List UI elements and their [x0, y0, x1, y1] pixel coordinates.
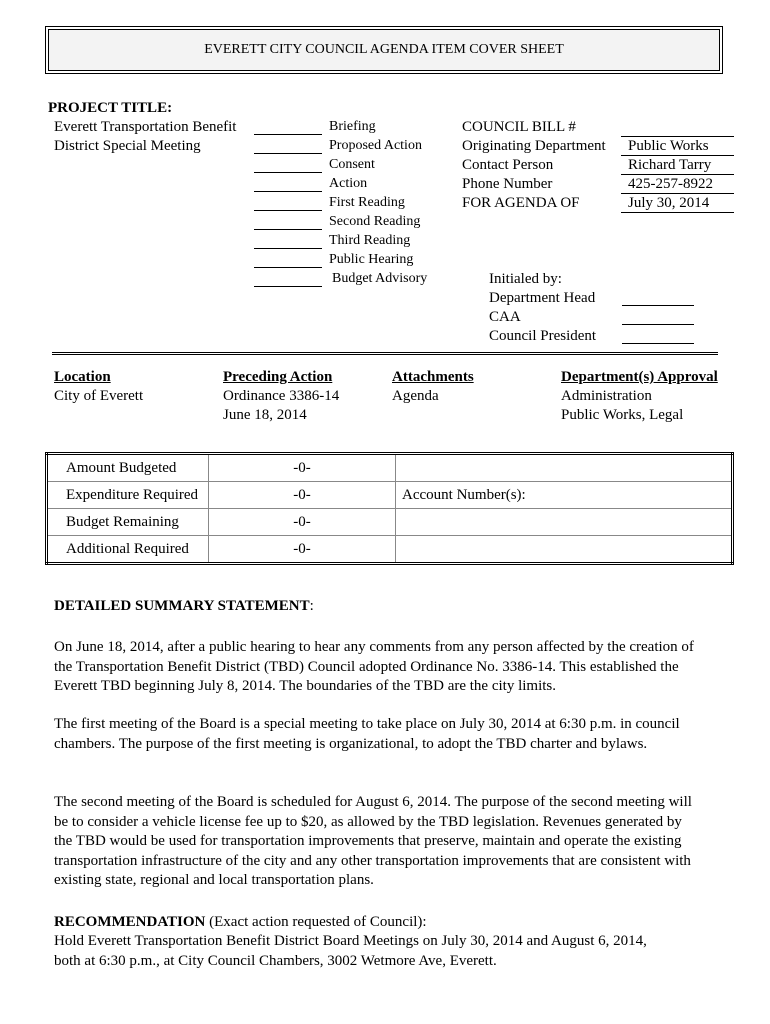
preceding-action-column	[223, 368, 339, 425]
department-approval-heading: Department(s) Approval	[561, 369, 718, 385]
agenda-date-value[interactable]: July 30, 2014	[628, 195, 710, 211]
attachments-column	[392, 368, 474, 406]
attachments-heading: Attachments	[392, 369, 474, 385]
location-column	[54, 368, 143, 406]
section-divider	[52, 352, 718, 355]
cover-sheet-title: EVERETT CITY COUNCIL AGENDA ITEM COVER SHEET	[48, 29, 720, 71]
bill-underline	[621, 193, 734, 194]
budget-value: -0-	[209, 536, 396, 564]
initial-label: CAA	[489, 309, 521, 325]
bill-underline	[621, 212, 734, 213]
checklist-item: Third Reading	[329, 233, 411, 248]
summary-heading-colon: :	[309, 598, 314, 614]
preceding-action-value: Ordinance 3386-14	[223, 388, 340, 404]
department-approval-column	[561, 368, 718, 425]
checklist-item: Proposed Action	[329, 138, 422, 153]
bill-underline	[621, 136, 734, 137]
checklist-blank[interactable]	[254, 267, 322, 268]
initial-label: Council President	[489, 328, 597, 344]
checklist-labels	[329, 117, 427, 288]
location-value: City of Everett	[54, 388, 144, 404]
bill-underline	[621, 174, 734, 175]
initialed-by-heading: Initialed by:	[489, 271, 562, 287]
attachments-value: Agenda	[392, 388, 439, 404]
originating-department-value[interactable]: Public Works	[628, 138, 709, 154]
table-row	[47, 509, 733, 536]
department-approval-value: Administration	[561, 388, 652, 404]
table-row	[47, 482, 733, 509]
checklist-blank[interactable]	[254, 248, 322, 249]
bill-values	[628, 118, 713, 213]
initial-blank[interactable]	[622, 343, 694, 344]
preceding-action-value: June 18, 2014	[223, 407, 307, 423]
checklist-blank[interactable]	[254, 172, 322, 173]
project-title-heading: PROJECT TITLE:	[48, 100, 173, 116]
preceding-action-heading: Preceding Action	[223, 369, 333, 385]
location-heading: Location	[54, 369, 111, 385]
checklist-item: Second Reading	[329, 214, 421, 229]
summary-paragraph: The second meeting of the Board is scheduled for August 6, 2014. The purpose of the second meeting will be to consider a vehicle license fee up to $20, as allowed by the TBD legislation. Revenues generated by the TBD would be used for transportation improvements that preserve, maintain and operate the existing transportation infrastructure of the city and any other transportation improvements that are consistent with existing state, regional and local transportation plans.	[54, 794, 692, 888]
contact-person-value[interactable]: Richard Tarry	[628, 157, 712, 173]
checklist-blank[interactable]	[254, 286, 322, 287]
bill-label: Phone Number	[462, 176, 553, 192]
account-number-label: Account Number(s):	[396, 482, 733, 509]
bill-label: Originating Department	[462, 138, 606, 154]
recommendation-text: Hold Everett Transportation Benefit District Board Meetings on July 30, 2014 and August 6, 2014, both at 6:30 p.m., at City Council Chambers, 3002 Wetmore Ave, Everett.	[54, 933, 647, 969]
project-title-line: Everett Transportation Benefit	[54, 119, 237, 135]
checklist-blank[interactable]	[254, 153, 322, 154]
recommendation-heading-line	[54, 913, 427, 932]
project-title-block	[54, 118, 236, 156]
budget-note	[396, 509, 733, 536]
budget-label: Additional Required	[47, 536, 209, 564]
summary-paragraph: The first meeting of the Board is a special meeting to take place on July 30, 2014 at 6:30 p.m. in council chambers. The purpose of the first meeting is organizational, to adopt the TBD charter and bylaws.	[54, 716, 680, 752]
bill-underline	[621, 155, 734, 156]
bill-number-value[interactable]	[628, 118, 713, 137]
checklist-blank[interactable]	[254, 210, 322, 211]
budget-note	[396, 454, 733, 482]
table-row	[47, 536, 733, 564]
bill-labels	[462, 118, 606, 213]
summary-heading-line	[54, 597, 314, 616]
department-approval-value: Public Works, Legal	[561, 407, 684, 423]
checklist-blank[interactable]	[254, 191, 322, 192]
project-title-line: District Special Meeting	[54, 138, 201, 154]
checklist-item: Briefing	[329, 119, 376, 134]
checklist-blank[interactable]	[254, 229, 322, 230]
budget-value: -0-	[209, 454, 396, 482]
budget-table	[45, 452, 734, 565]
summary-heading: DETAILED SUMMARY STATEMENT	[54, 598, 310, 614]
summary-paragraph: On June 18, 2014, after a public hearing to hear any comments from any person affected by the creation of the Transportation Benefit District (TBD) Council adopted Ordinance No. 3386-14. This established the Everett TBD beginning July 8, 2014. The boundaries of the TBD are the city limits.	[54, 639, 694, 694]
budget-value: -0-	[209, 482, 396, 509]
checklist-item: First Reading	[329, 195, 405, 210]
checklist-blank[interactable]	[254, 134, 322, 135]
bill-label: FOR AGENDA OF	[462, 195, 580, 211]
budget-label: Amount Budgeted	[47, 454, 209, 482]
bill-label: COUNCIL BILL #	[462, 119, 576, 135]
checklist-item: Action	[329, 176, 368, 191]
bill-label: Contact Person	[462, 157, 554, 173]
initials-labels	[489, 289, 596, 346]
phone-number-value[interactable]: 425-257-8922	[628, 176, 713, 192]
table-row	[47, 454, 733, 482]
initial-label: Department Head	[489, 290, 596, 306]
initial-blank[interactable]	[622, 324, 694, 325]
budget-label: Budget Remaining	[47, 509, 209, 536]
recommendation-subtitle: (Exact action requested of Council):	[205, 914, 427, 930]
checklist-item: Consent	[329, 157, 375, 172]
budget-note	[396, 536, 733, 564]
checklist-item: Budget Advisory	[332, 271, 428, 286]
initial-blank[interactable]	[622, 305, 694, 306]
checklist-item: Public Hearing	[329, 252, 414, 267]
budget-label: Expenditure Required	[47, 482, 209, 509]
budget-value: -0-	[209, 509, 396, 536]
recommendation-heading: RECOMMENDATION	[54, 914, 206, 930]
